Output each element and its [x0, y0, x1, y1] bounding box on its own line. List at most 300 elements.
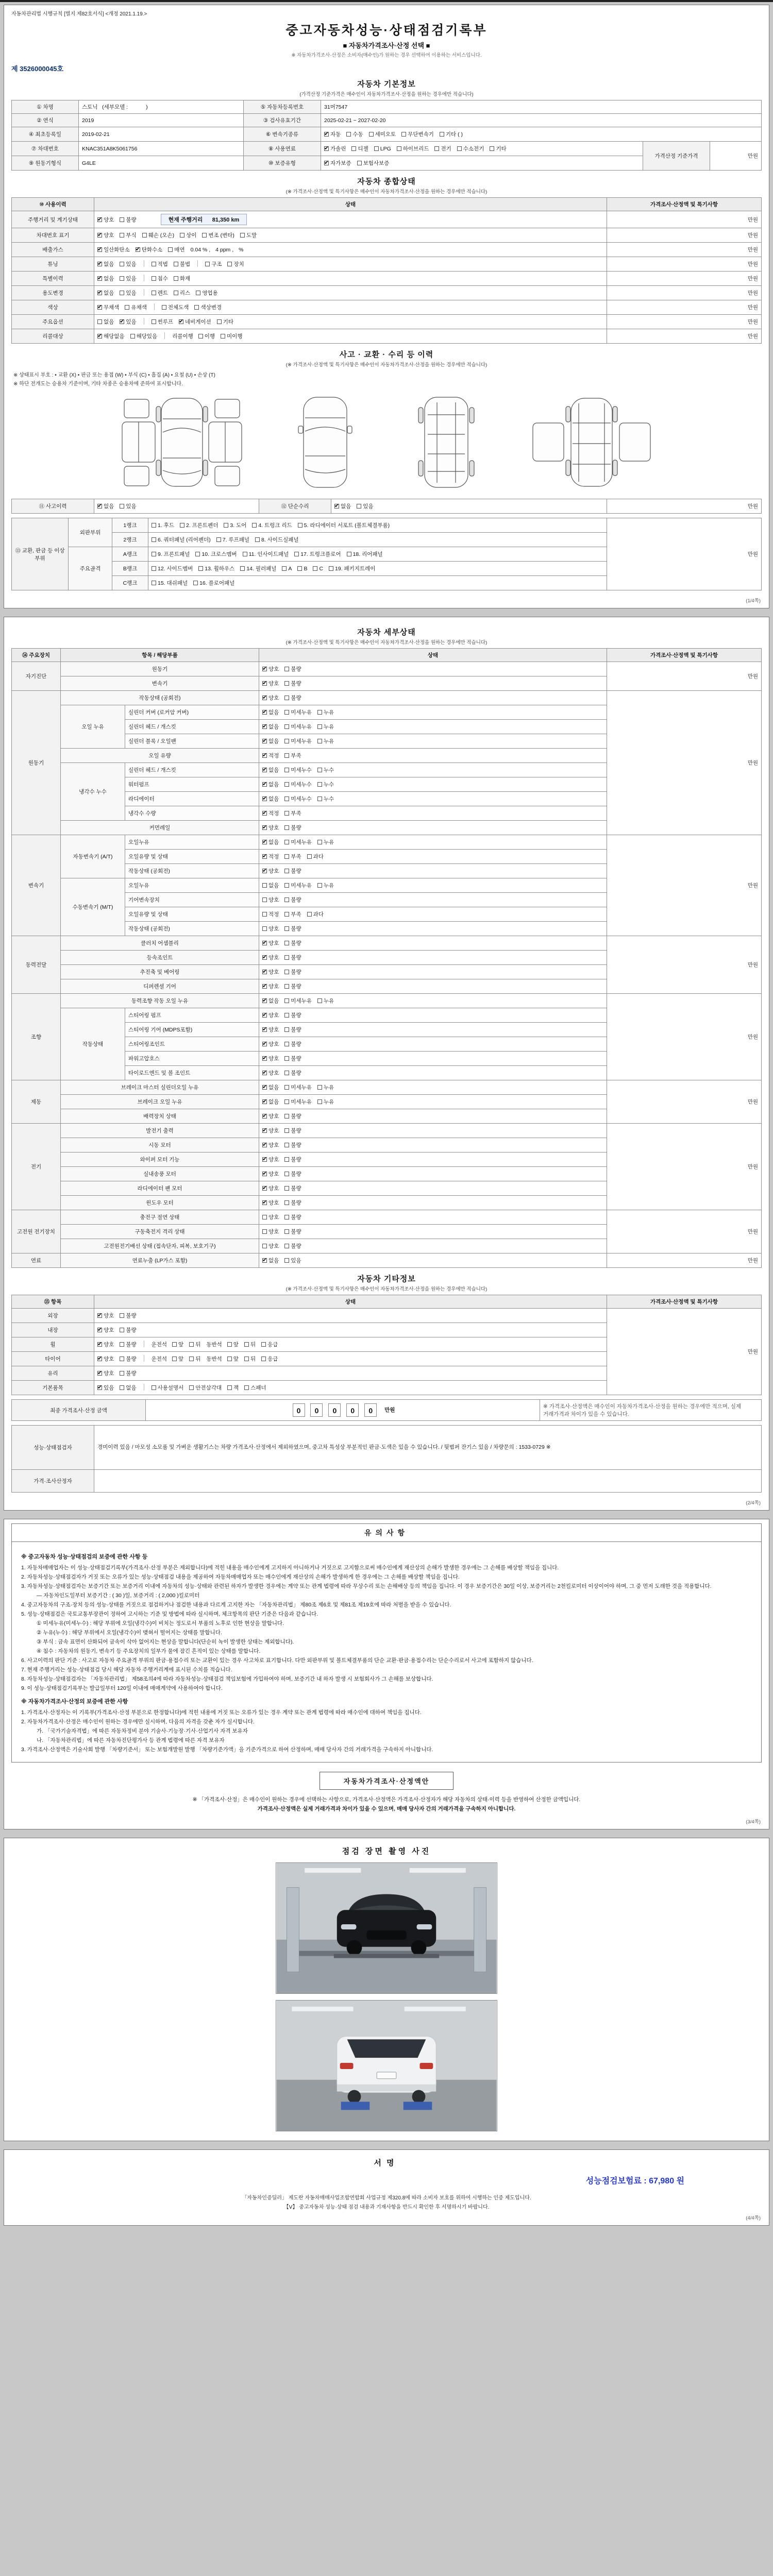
checkbox[interactable] — [120, 233, 124, 238]
checkbox[interactable] — [152, 319, 156, 324]
checkbox[interactable] — [97, 305, 102, 310]
checkbox[interactable] — [262, 1244, 267, 1248]
checkbox[interactable] — [284, 796, 289, 801]
checkbox-label: 없음 — [268, 1099, 279, 1105]
checkbox-label: 기타 — [223, 319, 234, 325]
checkbox[interactable] — [317, 1085, 322, 1090]
device-item: 브레이크 마스터 실린더오일 누유 — [61, 1080, 259, 1095]
checkbox-option — [168, 246, 184, 253]
text-line: 7. 현재 주행거리는 성능·상태점검 당시 해당 자동차 주행거리계에 표시된 수치를 적습니다. — [21, 1666, 232, 1673]
checkbox[interactable] — [261, 1357, 266, 1361]
checkbox[interactable] — [227, 1385, 232, 1390]
state-cell — [259, 1109, 607, 1124]
checkbox-option — [227, 1341, 239, 1348]
checkbox[interactable] — [284, 696, 289, 700]
column-header: ⑭ 주요장치 — [12, 649, 61, 662]
checkbox-label: 양호 — [104, 1327, 114, 1333]
checkbox[interactable] — [174, 262, 178, 266]
checkbox-option — [97, 1355, 114, 1363]
checkbox[interactable] — [152, 262, 156, 266]
checkbox[interactable] — [189, 1385, 194, 1390]
checkbox[interactable] — [97, 291, 102, 295]
checkbox[interactable] — [97, 1313, 102, 1318]
checkbox[interactable] — [284, 1013, 289, 1018]
device-part: 오일누유 — [125, 878, 259, 893]
checkbox[interactable] — [97, 217, 102, 222]
checkbox[interactable] — [317, 1099, 322, 1104]
checkbox-label: 탄화수소 — [141, 247, 163, 253]
checkbox-option — [152, 521, 174, 529]
checkbox-label: 양호 — [268, 1113, 279, 1120]
checkbox-option — [196, 289, 217, 297]
checkbox-label: 미세누유 — [291, 998, 312, 1004]
checkbox-option — [262, 1141, 279, 1149]
checkbox[interactable] — [97, 319, 102, 324]
price-cell: 만원 — [607, 211, 762, 228]
checkbox[interactable] — [262, 840, 267, 844]
checkbox[interactable] — [284, 1027, 289, 1032]
checkbox[interactable] — [120, 291, 124, 295]
checkbox[interactable] — [198, 334, 203, 338]
checkbox[interactable] — [180, 523, 184, 528]
checkbox-option — [152, 289, 168, 297]
checkbox[interactable] — [252, 523, 257, 528]
checkbox[interactable] — [262, 782, 267, 787]
checkbox[interactable] — [284, 1172, 289, 1176]
checkbox[interactable] — [262, 681, 267, 686]
checkbox[interactable] — [97, 247, 102, 252]
checkbox[interactable] — [221, 334, 225, 338]
checkbox[interactable] — [125, 305, 129, 310]
checkbox[interactable] — [227, 1357, 232, 1361]
checkbox[interactable] — [262, 1258, 267, 1263]
checkbox[interactable] — [284, 1229, 289, 1234]
checkbox[interactable] — [317, 768, 322, 772]
checkbox[interactable] — [97, 233, 102, 238]
checkbox[interactable] — [317, 998, 322, 1003]
checkbox[interactable] — [313, 566, 317, 571]
checkbox[interactable] — [262, 1215, 267, 1219]
checkbox[interactable] — [189, 1342, 194, 1347]
checkbox[interactable] — [194, 305, 199, 310]
checkbox[interactable] — [262, 1157, 267, 1162]
checkbox-label: 없음 — [268, 839, 279, 845]
checkbox-label: 일산화탄소 — [104, 247, 130, 253]
device-item: 원동기 — [61, 662, 259, 676]
checkbox-label: 불법 — [179, 261, 191, 267]
checkbox[interactable] — [284, 1200, 289, 1205]
checkbox[interactable] — [262, 696, 267, 700]
checkbox[interactable] — [284, 811, 289, 816]
checkbox-label: 15. 대쉬패널 — [158, 580, 188, 586]
checkbox[interactable] — [284, 984, 289, 989]
checkbox[interactable] — [329, 566, 333, 571]
checkbox-label: 양호 — [268, 1214, 279, 1221]
state-cell — [259, 907, 607, 922]
checkbox[interactable] — [216, 537, 221, 542]
checkbox[interactable] — [284, 854, 289, 859]
checkbox[interactable] — [284, 912, 289, 917]
page-marker: (2/4쪽) — [746, 1500, 761, 1506]
checkbox-label: 없음 — [268, 796, 279, 802]
checkbox[interactable] — [457, 146, 462, 151]
checkbox[interactable] — [172, 1342, 177, 1347]
checkbox[interactable] — [179, 319, 183, 324]
checkbox[interactable] — [262, 811, 267, 816]
checkbox[interactable] — [174, 291, 178, 295]
checkbox[interactable] — [136, 247, 140, 252]
price-cell: 만원 — [607, 272, 762, 286]
checkbox[interactable] — [195, 552, 200, 556]
checkbox[interactable] — [120, 1342, 124, 1347]
checkbox[interactable] — [351, 146, 356, 151]
checkbox[interactable] — [168, 247, 173, 252]
checkbox[interactable] — [294, 552, 299, 556]
checkbox[interactable] — [227, 1342, 232, 1347]
checkbox[interactable] — [284, 1114, 289, 1118]
checkbox-option — [152, 550, 190, 558]
checkbox-label: 18. 리어패널 — [352, 551, 383, 557]
checkbox-label: 과다 — [313, 854, 324, 860]
checkbox-label: 앞 — [178, 1342, 184, 1348]
checkbox-option — [284, 939, 301, 947]
checkbox[interactable] — [284, 941, 289, 945]
checkbox[interactable] — [152, 276, 156, 281]
checkbox[interactable] — [284, 1099, 289, 1104]
checkbox[interactable] — [284, 869, 289, 873]
checkbox[interactable] — [142, 233, 147, 238]
checkbox[interactable] — [262, 1056, 267, 1061]
checkbox-option — [179, 318, 211, 326]
checkbox[interactable] — [244, 1385, 249, 1390]
state-cell — [94, 315, 607, 329]
checkbox[interactable] — [284, 782, 289, 787]
final-price-value — [146, 1400, 540, 1421]
checkbox[interactable] — [369, 132, 374, 137]
checkbox[interactable] — [262, 1186, 267, 1191]
checkbox[interactable] — [262, 970, 267, 974]
state-cell — [259, 1210, 607, 1225]
checkbox[interactable] — [374, 146, 379, 151]
checkbox-label: 미세누유 — [291, 1099, 312, 1105]
checkbox[interactable] — [284, 1143, 289, 1147]
checkbox[interactable] — [120, 1357, 124, 1361]
device-part: 오일누유 — [125, 835, 259, 850]
state-cell — [259, 1066, 607, 1080]
checkbox-label: 3. 도어 — [230, 522, 247, 529]
checkbox[interactable] — [284, 1042, 289, 1046]
checkbox-option — [317, 795, 334, 803]
checkbox[interactable] — [262, 1114, 267, 1118]
checkbox[interactable] — [284, 970, 289, 974]
engine-model: G4LE — [79, 156, 244, 171]
device-group: 자기진단 — [12, 662, 61, 691]
checkbox[interactable] — [284, 1056, 289, 1061]
checkbox[interactable] — [97, 1385, 102, 1390]
checkbox-label: C — [319, 566, 324, 572]
checkbox[interactable] — [262, 1042, 267, 1046]
checkbox[interactable] — [262, 1085, 267, 1090]
checkbox[interactable] — [262, 883, 267, 888]
checkbox[interactable] — [97, 1328, 102, 1332]
checkbox[interactable] — [307, 854, 312, 859]
checkbox[interactable] — [262, 753, 267, 758]
checkbox[interactable] — [284, 667, 289, 671]
checkbox[interactable] — [120, 1328, 124, 1332]
checkbox[interactable] — [262, 1229, 267, 1234]
checkbox[interactable] — [284, 897, 289, 902]
checkbox[interactable] — [174, 276, 178, 281]
checkbox[interactable] — [284, 1157, 289, 1162]
checkbox[interactable] — [262, 1071, 267, 1075]
checkbox[interactable] — [152, 537, 156, 542]
checkbox[interactable] — [262, 1172, 267, 1176]
checkbox[interactable] — [284, 1128, 289, 1133]
checkbox[interactable] — [284, 768, 289, 772]
checkbox[interactable] — [262, 1143, 267, 1147]
price-cell: 만원 — [607, 1080, 762, 1124]
checkbox[interactable] — [346, 132, 351, 137]
checkbox[interactable] — [97, 276, 102, 281]
checkbox[interactable] — [243, 552, 247, 556]
checkbox[interactable] — [172, 1357, 177, 1361]
price-cell: 만원 — [607, 329, 762, 344]
checkbox-option — [97, 231, 114, 239]
checkbox-option — [152, 260, 168, 268]
table-row — [12, 127, 762, 142]
checkbox[interactable] — [262, 724, 267, 729]
checkbox[interactable] — [284, 955, 289, 960]
checkbox-label: 불량 — [291, 1012, 301, 1019]
checkbox[interactable] — [284, 1071, 289, 1075]
first-registration-date: 2019-02-21 — [79, 127, 244, 142]
checkbox[interactable] — [97, 262, 102, 266]
checkbox[interactable] — [255, 537, 260, 542]
checkbox[interactable] — [297, 566, 302, 571]
inspector-opinion: 경미이력 있음 / 마모성 소모품 및 가벼운 생활기스는 차량 가격조사·산정에서 제외하였으며, 중고차 특성상 부분적인 판금·도색은 있을 수 있습니다. / 뒷범퍼 잔기스 있음 / 차량문의 : 1533-0729 ※ — [94, 1426, 762, 1470]
checkbox[interactable] — [434, 146, 439, 151]
checkbox[interactable] — [324, 132, 329, 137]
checkbox-label: 미세누수 — [291, 796, 312, 802]
checkbox[interactable] — [97, 334, 102, 338]
checkbox[interactable] — [152, 1385, 156, 1390]
checkbox[interactable] — [244, 1357, 249, 1361]
checkbox-option — [284, 896, 301, 904]
checkbox[interactable] — [284, 739, 289, 743]
checkbox[interactable] — [198, 566, 203, 571]
checkbox-label: 불량 — [291, 1214, 301, 1221]
checkbox[interactable] — [120, 1385, 124, 1390]
checkbox[interactable] — [224, 523, 228, 528]
checkbox[interactable] — [120, 1371, 124, 1376]
checkbox[interactable] — [189, 1357, 194, 1361]
checkbox[interactable] — [317, 796, 322, 801]
device-group: 전기 — [12, 1124, 61, 1210]
checkbox[interactable] — [324, 161, 329, 165]
checkbox[interactable] — [317, 724, 322, 729]
checkbox[interactable] — [282, 566, 287, 571]
checkbox[interactable] — [193, 581, 198, 585]
misc-item: 타이어 — [12, 1352, 94, 1366]
checkbox[interactable] — [284, 1085, 289, 1090]
checkbox-option — [324, 159, 351, 167]
checkbox[interactable] — [97, 1342, 102, 1347]
checkbox[interactable] — [152, 523, 156, 528]
checkbox[interactable] — [284, 681, 289, 686]
checkbox[interactable] — [262, 854, 267, 859]
checkbox[interactable] — [262, 1027, 267, 1032]
checkbox[interactable] — [284, 753, 289, 758]
checkbox[interactable] — [284, 840, 289, 844]
checkbox[interactable] — [397, 146, 401, 151]
checkbox[interactable] — [130, 334, 135, 338]
checkbox[interactable] — [284, 825, 289, 830]
checkbox[interactable] — [97, 1371, 102, 1376]
checkbox[interactable] — [202, 233, 207, 238]
checkbox[interactable] — [152, 581, 156, 585]
checkbox[interactable] — [162, 305, 166, 310]
checkbox[interactable] — [120, 276, 124, 281]
checkbox[interactable] — [440, 132, 444, 137]
checkbox[interactable] — [284, 1215, 289, 1219]
checkbox[interactable] — [317, 710, 322, 715]
checkbox[interactable] — [317, 883, 322, 888]
checkbox[interactable] — [262, 667, 267, 671]
price-estimate-lines — [11, 1795, 762, 1814]
checkbox[interactable] — [284, 710, 289, 715]
checkbox[interactable] — [357, 504, 361, 509]
checkbox[interactable] — [262, 739, 267, 743]
checkbox-option — [193, 579, 234, 587]
transmission-type — [321, 127, 762, 142]
checkbox[interactable] — [97, 504, 102, 509]
checkbox[interactable] — [240, 233, 245, 238]
checkbox[interactable] — [357, 161, 362, 165]
text-line: 9. 이 성능·상태점검기록부는 발급일부터 120일 이내에 매매계약에 사용하여야 합니다. — [21, 1685, 223, 1691]
checkbox[interactable] — [284, 1244, 289, 1248]
misc-item: 휠 — [12, 1337, 94, 1352]
checkbox[interactable] — [334, 504, 339, 509]
device-part: 작동상태 (공회전) — [125, 864, 259, 878]
device-item: 실내송풍 모터 — [61, 1167, 259, 1181]
checkbox-option — [262, 809, 279, 817]
checkbox[interactable] — [284, 998, 289, 1003]
page-2-block — [4, 617, 769, 1511]
checkbox[interactable] — [262, 825, 267, 830]
state-cell — [259, 821, 607, 835]
section-title-accident: 사고 · 교환 · 수리 등 이력 — [339, 350, 434, 359]
checkbox[interactable] — [262, 912, 267, 917]
checkbox[interactable] — [284, 724, 289, 729]
checkbox[interactable] — [317, 782, 322, 787]
checkbox-option — [136, 246, 163, 253]
checkbox-option — [262, 824, 279, 832]
checkbox[interactable] — [120, 217, 124, 222]
checkbox[interactable] — [262, 869, 267, 873]
checkbox[interactable] — [262, 998, 267, 1003]
checkbox[interactable] — [180, 233, 184, 238]
checkbox[interactable] — [262, 796, 267, 801]
checkbox[interactable] — [262, 710, 267, 715]
checkbox[interactable] — [284, 883, 289, 888]
checkbox-label: LPG — [380, 146, 391, 152]
checkbox[interactable] — [262, 984, 267, 989]
checkbox[interactable] — [262, 1200, 267, 1205]
checkbox[interactable] — [317, 739, 322, 743]
checkbox[interactable] — [227, 262, 232, 266]
checkbox[interactable] — [120, 1313, 124, 1318]
table-row — [12, 835, 762, 850]
device-item: 오일 유량 — [61, 749, 259, 763]
checkbox[interactable] — [261, 1342, 266, 1347]
checkbox[interactable] — [205, 262, 210, 266]
checkbox-option — [189, 1341, 200, 1348]
checkbox-label: 양호 — [104, 1370, 114, 1377]
checkbox-option — [97, 1312, 114, 1319]
checkbox-label: 화재 — [179, 276, 191, 282]
table-row — [12, 662, 762, 676]
column-header: ⑮ 항목 — [12, 1295, 94, 1309]
checkbox[interactable] — [284, 926, 289, 931]
checkbox[interactable] — [307, 912, 312, 917]
checkbox[interactable] — [244, 1342, 249, 1347]
checkbox[interactable] — [262, 941, 267, 945]
checkbox-option — [284, 1055, 301, 1062]
checkbox[interactable] — [120, 504, 124, 509]
checkbox-label: 네비게이션 — [185, 319, 211, 325]
checkbox[interactable] — [152, 291, 156, 295]
checkbox[interactable] — [262, 768, 267, 772]
checkbox[interactable] — [490, 146, 494, 151]
checkbox[interactable] — [284, 1258, 289, 1263]
checkbox[interactable] — [262, 1128, 267, 1133]
checkbox[interactable] — [97, 1357, 102, 1361]
checkbox[interactable] — [262, 1013, 267, 1018]
checkbox[interactable] — [347, 552, 351, 556]
checkbox[interactable] — [217, 319, 222, 324]
price-digit: 0 — [293, 1403, 305, 1417]
checkbox-option — [284, 1257, 301, 1264]
checkbox[interactable] — [196, 291, 200, 295]
checkbox[interactable] — [152, 552, 156, 556]
checkbox-option — [262, 680, 279, 687]
checkbox-option — [152, 565, 193, 572]
checkbox[interactable] — [401, 132, 406, 137]
checkbox[interactable] — [152, 566, 156, 571]
checkbox[interactable] — [298, 523, 303, 528]
checkbox-label: 불량 — [291, 969, 301, 975]
state-cell — [259, 922, 607, 936]
checkbox-option — [262, 708, 279, 716]
checkbox[interactable] — [120, 319, 124, 324]
device-item: 배력장치 상태 — [61, 1109, 259, 1124]
checkbox-label: 불량 — [291, 1142, 301, 1148]
appraiser-label: 가격·조사산정자 — [12, 1470, 94, 1493]
checkbox[interactable] — [262, 897, 267, 902]
checkbox-label: 무단변속기 — [408, 131, 434, 138]
checkbox-label: 없음 — [268, 1084, 279, 1091]
checkbox[interactable] — [324, 146, 329, 151]
checkbox[interactable] — [262, 926, 267, 931]
checkbox[interactable] — [262, 955, 267, 960]
checkbox[interactable] — [120, 262, 124, 266]
checkbox[interactable] — [284, 1186, 289, 1191]
checkbox-option — [252, 521, 292, 529]
checkbox[interactable] — [317, 840, 322, 844]
checkbox[interactable] — [240, 566, 245, 571]
checkbox[interactable] — [262, 1099, 267, 1104]
checkbox-option — [317, 766, 334, 774]
